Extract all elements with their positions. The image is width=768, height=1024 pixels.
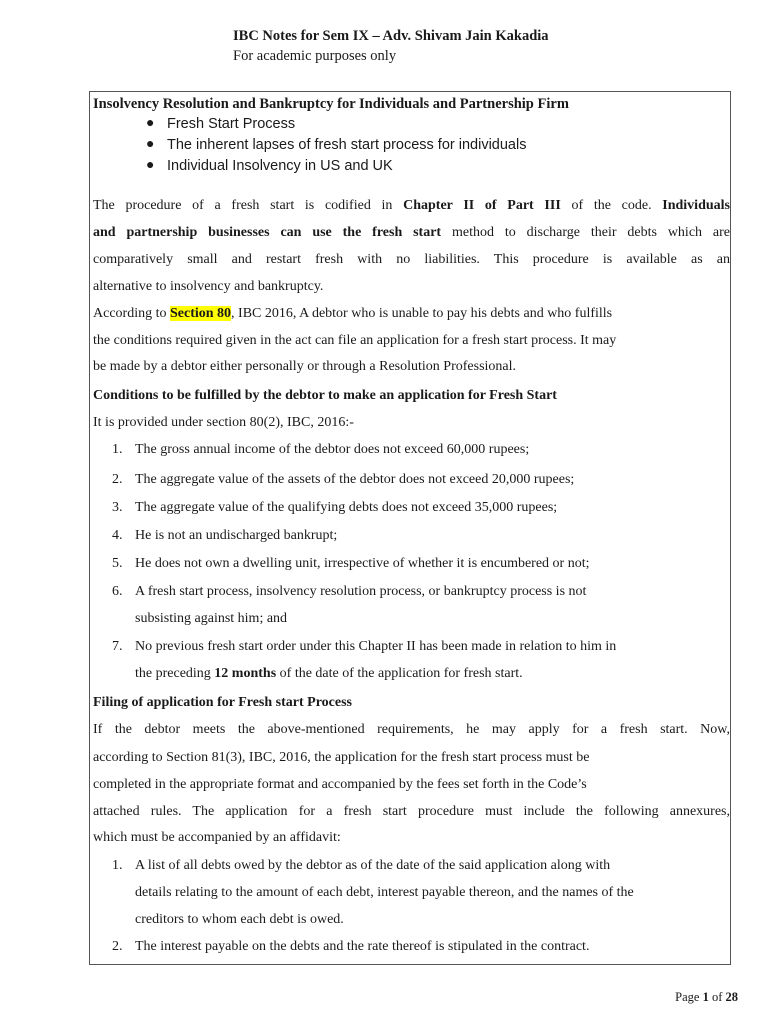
list-number: 5. — [112, 556, 123, 571]
conditions-heading: Conditions to be fulfilled by the debtor to make an application for Fresh Start — [93, 388, 557, 403]
list-item-continuation: creditors to whom each debt is owed. — [135, 912, 344, 927]
text-run-bold: and partnership businesses can use the fresh start — [93, 225, 442, 240]
header-subtitle: For academic purposes only — [233, 48, 397, 64]
text-run: According to — [93, 306, 170, 321]
text-run-bold: 12 months — [214, 666, 277, 681]
list-item: A fresh start process, insolvency resolution process, or bankruptcy process is not — [135, 584, 587, 599]
highlighted-section-ref: Section 80 — [169, 306, 232, 321]
list-item: The aggregate value of the assets of the debtor does not exceed 20,000 rupees; — [135, 472, 575, 487]
paragraph-line — [93, 306, 612, 322]
text-run: The procedure of a fresh start is codified in — [93, 198, 404, 213]
paragraph-line: attached rules. The application for a fresh start procedure must include the following annexures, — [93, 804, 730, 819]
filing-heading: Filing of application for Fresh start Process — [93, 695, 352, 710]
list-item: He does not own a dwelling unit, irrespective of whether it is encumbered or not; — [135, 556, 590, 571]
text-run: method to discharge their debts which are — [441, 225, 730, 240]
list-number: 2. — [112, 472, 123, 487]
of-label: of — [708, 990, 726, 1004]
list-item: The aggregate value of the qualifying debts does not exceed 35,000 rupees; — [135, 500, 558, 515]
paragraph-line: which must be accompanied by an affidavit: — [93, 830, 341, 845]
conditions-intro: It is provided under section 80(2), IBC, 2016:- — [93, 415, 354, 430]
list-number: 6. — [112, 584, 123, 599]
paragraph-line — [93, 225, 730, 241]
list-number: 7. — [112, 639, 123, 654]
topic-item: Individual Insolvency in US and UK — [167, 158, 393, 174]
list-item: The interest payable on the debts and the rate thereof is stipulated in the contract. — [135, 939, 590, 954]
current-page: 1 — [702, 990, 709, 1004]
paragraph-line: the conditions required given in the act can file an application for a fresh start process. It may — [93, 333, 617, 348]
bullet-dot: ● — [146, 158, 155, 173]
section-title: Insolvency Resolution and Bankruptcy for Individuals and Partnership Firm — [93, 96, 569, 112]
document-header — [233, 26, 549, 66]
list-number: 2. — [112, 939, 123, 954]
list-number: 1. — [112, 442, 123, 457]
list-number: 1. — [112, 858, 123, 873]
list-number: 4. — [112, 528, 123, 543]
paragraph-line: be made by a debtor either personally or through a Resolution Professional. — [93, 359, 517, 374]
text-run: the preceding — [135, 666, 215, 681]
list-item: No previous fresh start order under this Chapter II has been made in relation to him in — [135, 639, 617, 654]
list-item-continuation: details relating to the amount of each debt, interest payable thereon, and the names of the — [135, 885, 634, 900]
paragraph-line: alternative to insolvency and bankruptcy. — [93, 279, 324, 294]
text-run-bold: Individuals — [662, 198, 730, 213]
text-run-bold: Chapter II of Part III — [403, 198, 561, 213]
text-run: , IBC 2016, A debtor who is unable to pay his debts and who fulfills — [231, 306, 613, 321]
page-number — [675, 990, 738, 1005]
paragraph-line — [93, 198, 730, 214]
list-item-continuation: subsisting against him; and — [135, 611, 288, 626]
paragraph-line: according to Section 81(3), IBC, 2016, the application for the fresh start process must be — [93, 750, 590, 765]
page-label: Page — [675, 990, 703, 1004]
paragraph-line: comparatively small and restart fresh with no liabilities. This procedure is available as an — [93, 252, 730, 267]
header-title: IBC Notes for Sem IX – Adv. Shivam Jain Kakadia — [233, 28, 549, 44]
text-run: of the date of the application for fresh start. — [276, 666, 523, 681]
list-item: A list of all debts owed by the debtor as of the date of the said application along with — [135, 858, 611, 873]
list-item: He is not an undischarged bankrupt; — [135, 528, 338, 543]
paragraph-line: completed in the appropriate format and accompanied by the fees set forth in the Code’s — [93, 777, 587, 792]
text-run: of the code. — [560, 198, 663, 213]
list-item: The gross annual income of the debtor does not exceed 60,000 rupees; — [135, 442, 530, 457]
list-number: 3. — [112, 500, 123, 515]
paragraph-line: If the debtor meets the above-mentioned requirements, he may apply for a fresh start. Now, — [93, 722, 730, 737]
topic-item: Fresh Start Process — [167, 116, 296, 132]
topic-item: The inherent lapses of fresh start process for individuals — [167, 137, 527, 153]
bullet-dot: ● — [146, 137, 155, 152]
total-pages: 28 — [725, 990, 738, 1004]
bullet-dot: ● — [146, 116, 155, 131]
list-item-continuation — [135, 666, 523, 682]
